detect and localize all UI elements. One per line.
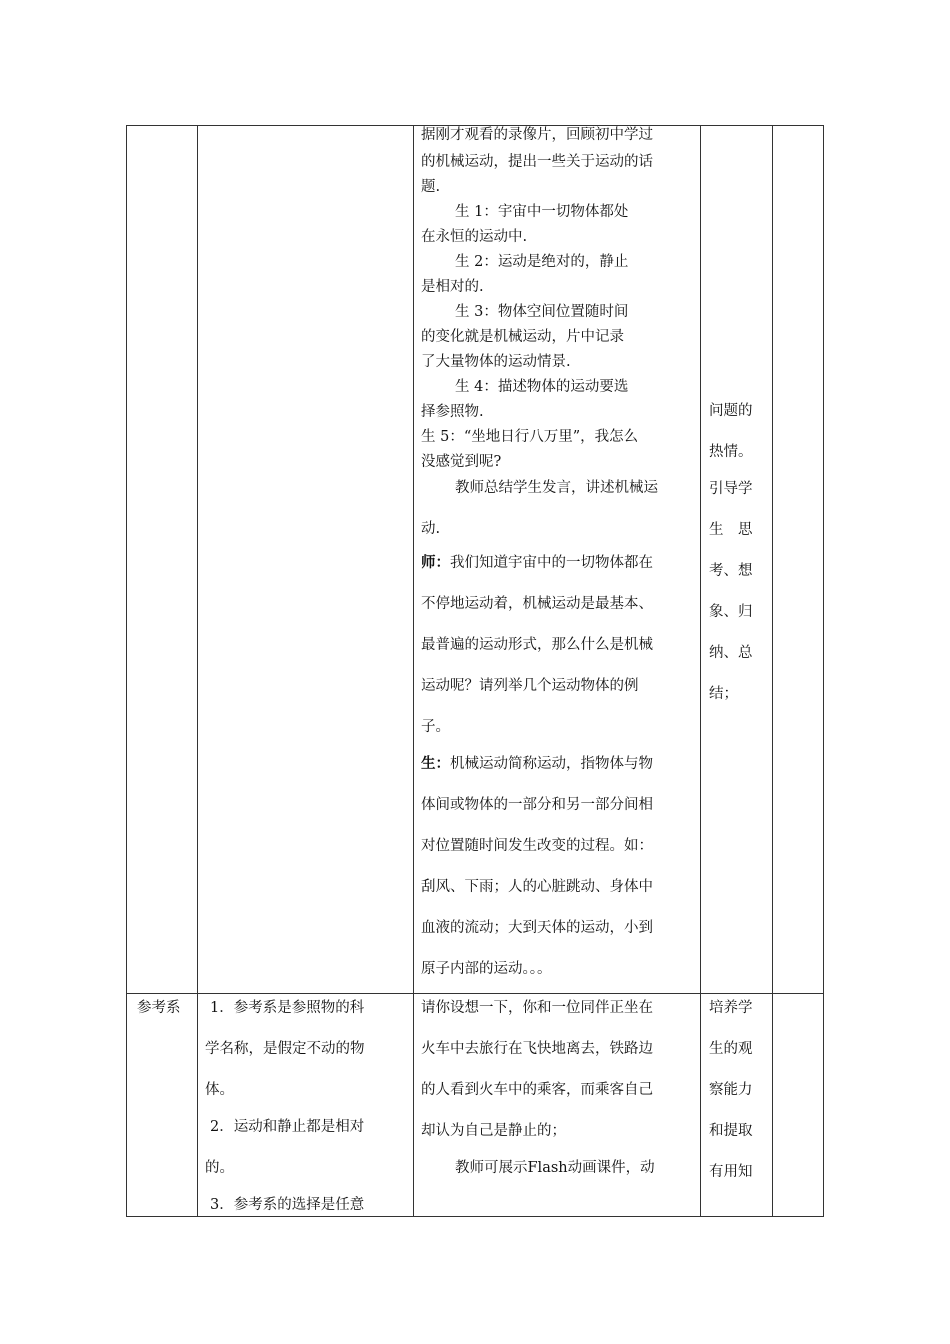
row-divider	[127, 993, 823, 994]
row1-col3-line-15: 教师总结学生发言，讲述机械运	[455, 480, 658, 496]
row1-col3-line-4: 生 1：宇宙中一切物体都处	[455, 204, 629, 220]
row1-col3-line-10: 了大量物体的运动情景.	[421, 354, 571, 370]
row2-col3-line-3: 的人看到火车中的乘客，而乘客自己	[421, 1082, 653, 1098]
row1-col3-line-23: 体间或物体的一部分和另一部分间相	[421, 797, 653, 813]
row1-col4-line-2: 热情。	[709, 444, 753, 460]
column-divider	[197, 126, 198, 1216]
row1-col3-line-26: 血液的流动；大到天体的运动，小到	[421, 920, 653, 936]
row1-col3-line-5: 在永恒的运动中.	[421, 229, 528, 245]
row2-col2-line-6: 3．参考系的选择是任意	[210, 1197, 365, 1213]
student-label: 生：	[421, 755, 450, 772]
row2-col2-line-2: 学名称，是假定不动的物	[205, 1041, 365, 1057]
row2-col2-line-4: 2．运动和静止都是相对	[210, 1119, 365, 1135]
row1-col3-line-16: 动.	[421, 521, 441, 537]
row1-col3-line-27: 原子内部的运动。。。	[421, 961, 552, 977]
row1-col4-line-1: 问题的	[709, 403, 753, 419]
row2-col4-line-1: 培养学	[709, 1000, 753, 1016]
row1-col3-line-12: 择参照物.	[421, 404, 484, 420]
row1-col3-line-20: 运动呢？请列举几个运动物体的例	[421, 678, 639, 694]
row1-col3-line-18: 不停地运动着，机械运动是最基本、	[421, 596, 653, 612]
row2-col2-line-1: 1．参考系是参照物的科	[210, 1000, 365, 1016]
row2-col3-line-5: 教师可展示Flash动画课件，动	[455, 1160, 655, 1176]
row2-col4-line-4: 和提取	[709, 1123, 753, 1139]
row2-col2-line-3: 体。	[205, 1082, 234, 1098]
column-divider	[413, 126, 414, 1216]
row2-col4-line-3: 察能力	[709, 1082, 753, 1098]
row2-col3-line-4: 却认为自己是静止的；	[421, 1123, 566, 1139]
row2-col2-line-5: 的。	[205, 1160, 234, 1176]
teacher-paragraph: 师：我们知道宇宙中的一切物体都在	[421, 554, 653, 571]
row1-col4-line-3: 引导学	[709, 481, 753, 497]
row1-col3-line-11: 生 4：描述物体的运动要选	[455, 379, 629, 395]
row1-col3-line-9: 的变化就是机械运动，片中记录	[421, 329, 624, 345]
row1-col4-line-7: 纳、总	[709, 645, 753, 661]
row1-col4-line-5: 考、想	[709, 563, 753, 579]
row1-col3-line-24: 对位置随时间发生改变的过程。如：	[421, 838, 653, 854]
row1-col4-line-6: 象、归	[709, 604, 753, 620]
column-divider	[772, 126, 773, 1216]
row2-col3-line-2: 火车中去旅行在飞快地离去，铁路边	[421, 1041, 653, 1057]
row1-col3-line-21: 子。	[421, 719, 450, 735]
row2-col4-line-2: 生的观	[709, 1041, 753, 1057]
student-paragraph: 生：机械运动简称运动，指物体与物	[421, 755, 653, 772]
column-divider	[700, 126, 701, 1216]
row1-col3-line-3: 题.	[421, 179, 441, 195]
row1-col3-line-7: 是相对的.	[421, 279, 484, 295]
row1-col4-line-8: 结；	[709, 686, 738, 702]
row1-col4-line-4: 生 思	[709, 522, 753, 538]
row1-col3-line-1: 据刚才观看的录像片，回顾初中学过	[421, 127, 653, 143]
row1-col3-line-14: 没感觉到呢?	[421, 454, 502, 470]
teacher-label: 师：	[421, 554, 450, 571]
row1-col3-line-19: 最普遍的运动形式，那么什么是机械	[421, 637, 653, 653]
row1-col3-line-2: 的机械运动，提出一些关于运动的话	[421, 154, 653, 170]
row2-topic-cell: 参考系	[137, 1000, 181, 1016]
row1-col3-line-25: 刮风、下雨；人的心脏跳动、身体中	[421, 879, 653, 895]
row1-col3-line-6: 生 2：运动是绝对的，静止	[455, 254, 629, 270]
row1-col3-line-8: 生 3：物体空间位置随时间	[455, 304, 629, 320]
row1-col3-line-13: 生 5：“坐地日行八万里”，我怎么	[421, 429, 639, 445]
row2-col4-line-5: 有用知	[709, 1164, 753, 1180]
row2-col3-line-1: 请你设想一下，你和一位同伴正坐在	[421, 1000, 653, 1016]
